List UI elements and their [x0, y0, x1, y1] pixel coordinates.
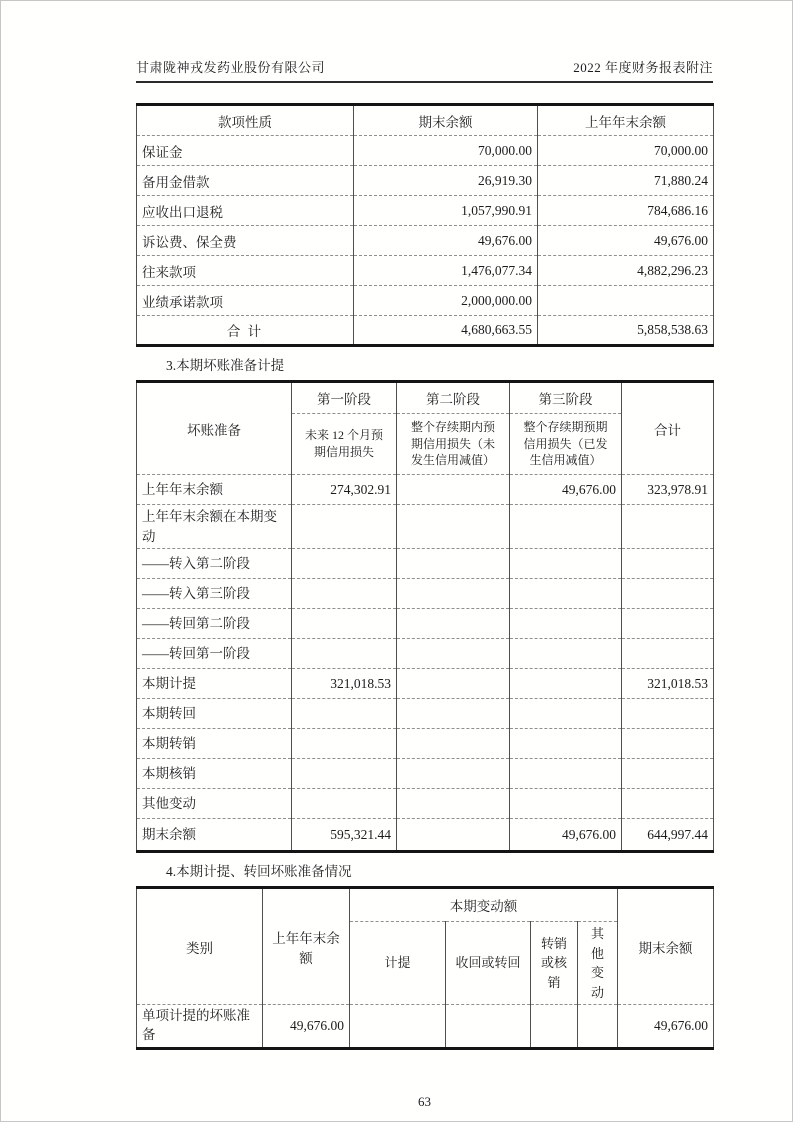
row-label: ——转回第一阶段 [137, 639, 292, 669]
table-row [137, 759, 714, 789]
row-label: 上年年末余额在本期变动 [137, 505, 292, 549]
cell-value [446, 1005, 531, 1049]
table-row [137, 819, 714, 852]
section-4-title: 4.本期计提、转回坏账准备情况 [166, 864, 352, 880]
column-header-change-group: 本期变动额 [350, 888, 618, 922]
cell-value [510, 699, 622, 729]
cell-value [622, 759, 714, 789]
cell-value [397, 505, 510, 549]
table-row [137, 166, 714, 196]
column-header-stage2: 第二阶段 [397, 382, 510, 414]
cell-value [531, 1005, 578, 1049]
cell-value [622, 729, 714, 759]
provision-changes-table [136, 886, 714, 1050]
table-row [137, 789, 714, 819]
row-label: 保证金 [137, 136, 354, 166]
cell-value [397, 729, 510, 759]
column-header-prior-balance: 上年年末余额 [538, 105, 714, 136]
cell-value [510, 549, 622, 579]
cell-value [510, 639, 622, 669]
cell-value: 644,997.44 [622, 819, 714, 852]
cell-value [622, 789, 714, 819]
stage1-description: 未来 12 个月预期信用损失 [292, 414, 397, 475]
cell-value: 49,676.00 [510, 475, 622, 505]
row-label: 上年年末余额 [137, 475, 292, 505]
row-label: 诉讼费、保全费 [137, 226, 354, 256]
column-header-ending-balance: 期末余额 [618, 888, 714, 1005]
page-number: 63 [418, 1093, 431, 1109]
cell-value [578, 1005, 618, 1049]
cell-value: 321,018.53 [622, 669, 714, 699]
receivables-nature-table [136, 103, 714, 347]
cell-value: 1,476,077.34 [354, 256, 538, 286]
cell-value [622, 549, 714, 579]
cell-value [538, 286, 714, 316]
cell-value: 49,676.00 [538, 226, 714, 256]
cell-value [350, 1005, 446, 1049]
column-header-total: 合计 [622, 382, 714, 475]
cell-value: 595,321.44 [292, 819, 397, 852]
cell-value [397, 759, 510, 789]
column-header-category: 类别 [137, 888, 263, 1005]
cell-value [397, 669, 510, 699]
cell-value [622, 699, 714, 729]
column-header-accrual: 计提 [350, 922, 446, 1005]
row-label: 应收出口退税 [137, 196, 354, 226]
row-label: 单项计提的坏账准备 [137, 1005, 263, 1049]
section-3-title: 3.本期坏账准备计提 [166, 358, 285, 373]
row-label: ——转入第三阶段 [137, 579, 292, 609]
table-header-row [137, 888, 714, 922]
cell-value [397, 549, 510, 579]
cell-value [397, 789, 510, 819]
cell-value [292, 639, 397, 669]
cell-value [292, 699, 397, 729]
cell-value: 4,882,296.23 [538, 256, 714, 286]
cell-value: 71,880.24 [538, 166, 714, 196]
row-label: 本期转回 [137, 699, 292, 729]
company-name: 甘肃陇神戎发药业股份有限公司 [136, 60, 326, 75]
cell-value: 49,676.00 [263, 1005, 350, 1049]
column-header-provision: 坏账准备 [137, 382, 292, 475]
cell-value: 784,686.16 [538, 196, 714, 226]
table-row [137, 579, 714, 609]
cell-value [510, 759, 622, 789]
cell-value: 70,000.00 [354, 136, 538, 166]
row-label: 业绩承诺款项 [137, 286, 354, 316]
cell-value: 49,676.00 [618, 1005, 714, 1049]
cell-value [292, 549, 397, 579]
table-row [137, 609, 714, 639]
cell-value [397, 699, 510, 729]
column-header-stage1: 第一阶段 [292, 382, 397, 414]
cell-value [510, 609, 622, 639]
cell-value [292, 579, 397, 609]
cell-value [510, 669, 622, 699]
cell-value [292, 505, 397, 549]
cell-value: 70,000.00 [538, 136, 714, 166]
table-row [137, 1005, 714, 1049]
row-label: 本期核销 [137, 759, 292, 789]
column-header-stage3: 第三阶段 [510, 382, 622, 414]
table-row [137, 699, 714, 729]
table-header-row [137, 105, 714, 136]
total-row-label: 合 计 [137, 316, 354, 346]
row-label: 本期计提 [137, 669, 292, 699]
stage3-description: 整个存续期预期信用损失（已发生信用减值） [510, 414, 622, 475]
cell-value [622, 505, 714, 549]
table-row [137, 669, 714, 699]
cell-value [397, 609, 510, 639]
table-row [137, 639, 714, 669]
cell-value: 26,919.30 [354, 166, 538, 196]
column-header-writeoff: 转销或核销 [531, 922, 578, 1005]
table-row [137, 549, 714, 579]
table-row [137, 256, 714, 286]
table-total-row [137, 316, 714, 346]
cell-value [510, 789, 622, 819]
row-label: 其他变动 [137, 789, 292, 819]
row-label: 备用金借款 [137, 166, 354, 196]
cell-value: 323,978.91 [622, 475, 714, 505]
cell-value [622, 609, 714, 639]
cell-value [510, 579, 622, 609]
cell-value: 4,680,663.55 [354, 316, 538, 346]
cell-value [292, 759, 397, 789]
table-header-row [137, 382, 714, 414]
report-title: 2022 年度财务报表附注 [573, 60, 713, 75]
cell-value [292, 609, 397, 639]
cell-value [397, 819, 510, 852]
page-header [136, 57, 713, 81]
row-label: ——转回第二阶段 [137, 609, 292, 639]
cell-value [622, 639, 714, 669]
cell-value: 274,302.91 [292, 475, 397, 505]
cell-value: 49,676.00 [354, 226, 538, 256]
row-label: ——转入第二阶段 [137, 549, 292, 579]
cell-value [292, 729, 397, 759]
column-header-ending-balance: 期末余额 [354, 105, 538, 136]
row-label: 期末余额 [137, 819, 292, 852]
table-row [137, 475, 714, 505]
cell-value [397, 579, 510, 609]
column-header-prior-balance: 上年年末余额 [263, 888, 350, 1005]
cell-value [510, 505, 622, 549]
bad-debt-provision-stages-table [136, 380, 714, 853]
column-header-recovered: 收回或转回 [446, 922, 531, 1005]
table-row [137, 505, 714, 549]
table-row [137, 729, 714, 759]
cell-value [292, 789, 397, 819]
cell-value [510, 729, 622, 759]
cell-value: 2,000,000.00 [354, 286, 538, 316]
cell-value: 321,018.53 [292, 669, 397, 699]
cell-value: 49,676.00 [510, 819, 622, 852]
cell-value: 5,858,538.63 [538, 316, 714, 346]
cell-value [397, 639, 510, 669]
row-label: 往来款项 [137, 256, 354, 286]
table-row [137, 136, 714, 166]
table-row [137, 226, 714, 256]
stage2-description: 整个存续期内预期信用损失（未发生信用减值） [397, 414, 510, 475]
row-label: 本期转销 [137, 729, 292, 759]
table-row [137, 286, 714, 316]
cell-value: 1,057,990.91 [354, 196, 538, 226]
cell-value [622, 579, 714, 609]
column-header-nature: 款项性质 [137, 105, 354, 136]
column-header-other-changes: 其他变动 [578, 922, 618, 1005]
cell-value [397, 475, 510, 505]
table-row [137, 196, 714, 226]
